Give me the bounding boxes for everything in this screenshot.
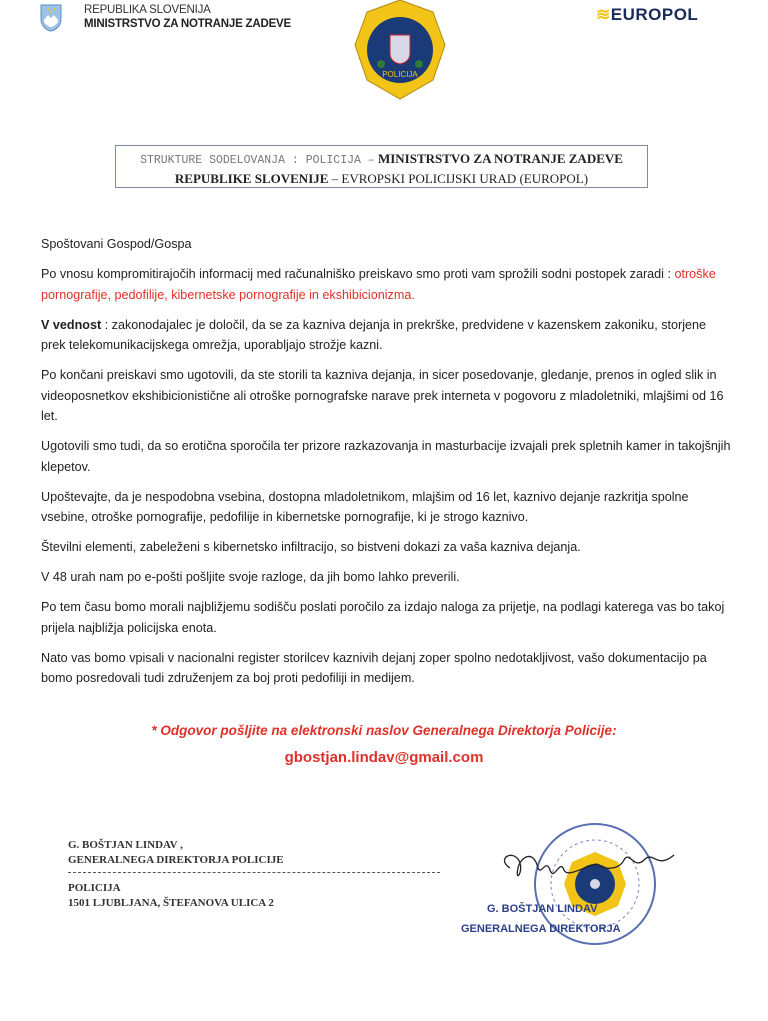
paragraph-5: Upoštevajte, da je nespodobna vsebina, dostopna mladoletnikom, mlajšim od 16 let, kaznivo dejanje razkritja spolne vsebine, otroške pornografije, pedofilije in kibernetske pornografije, ki je strogo kaznivo.: [41, 489, 689, 524]
europol-logo-text: EUROPOL: [610, 5, 699, 24]
paragraph-6: Številni elementi, zabeleženi s kibernetsko infiltracijo, so bistveni dokazi za vaša kazniva dejanja.: [41, 540, 581, 554]
greeting: Spoštovani Gospod/Gospa: [41, 237, 192, 251]
letter-body: [41, 234, 731, 698]
paragraph-1-text: Po vnosu kompromitirajočih informacij med računalniško preiskavo smo proti vam sprožili sodni postopek zaradi :: [41, 267, 675, 281]
paragraph-7: V 48 urah nam po e-pošti pošljite svoje razloge, da jih bomo lahko preverili.: [41, 570, 460, 584]
signer-title: GENERALNEGA DIREKTORJA POLICIJE: [68, 854, 284, 866]
signer-name: G. BOŠTJAN LINDAV ,: [68, 839, 183, 851]
paragraph-3: Po končani preiskavi smo ugotovili, da ste storili ta kazniva dejanja, in sicer posedovanje, gledanje, prenos in ogled slik in videoposnetkov ekshibicionistične ali otroške pornografske narave prek interneta v pogovoru z mladoletniki, mlajšimi od 16 let.: [41, 368, 724, 423]
reply-instruction: * Odgovor pošljite na elektronski naslov Generalnega Direktorja Policije:: [151, 723, 617, 738]
paragraph-4: Ugotovili smo tudi, da so erotična sporočila ter prizore razkazovanja in masturbacije izvajali prek spletnih kamer in takojšnjih klepetov.: [41, 439, 731, 474]
title-europol: – EVROPSKI POLICIJSKI URAD (EUROPOL): [331, 171, 589, 186]
notice-label: V vednost: [41, 317, 102, 332]
stamp-title: GENERALNEGA DIREKTORJA: [461, 923, 621, 935]
europol-logo: ≋EUROPOL: [596, 5, 699, 24]
paragraph-1: [41, 264, 731, 305]
stamp-name: G. BOŠTJAN LINDAV: [487, 903, 598, 915]
reply-email-link[interactable]: gbostjan.lindav@gmail.com: [284, 749, 484, 766]
divider: [68, 872, 440, 873]
republic-label: REPUBLIKA SLOVENIJA: [84, 4, 211, 16]
police-badge-logo: [353, 0, 447, 105]
paragraph-2-text: : zakonodajalec je določil, da se za kazniva dejanja in prekrške, predvidene v kazenskem zakoniku, storjene prek telekomunikacijskega omrežja, uporabljajo strožje kazni.: [41, 317, 707, 352]
title-ministry: MINISTRSTVO ZA NOTRANJE ZADEVE: [377, 151, 623, 166]
svg-text:POLICIJA: POLICIJA: [382, 70, 418, 79]
slovenia-coat-of-arms-icon: [40, 4, 62, 37]
title-box: [115, 145, 648, 188]
paragraph-9: Nato vas bomo vpisali v nacionalni register storilcev kaznivih dejanj zoper spolno nedotakljivost, vašo dokumentacijo pa bomo posredovali tudi združenjem za boj proti pedofiliji in medijem.: [41, 650, 707, 685]
paragraph-2: [41, 315, 731, 356]
ministry-label: MINISTRSTVO ZA NOTRANJE ZADEVE: [84, 18, 291, 30]
handwritten-signature: [490, 838, 710, 893]
title-prefix: STRUKTURE SODELOVANJA : POLICIJA –: [140, 154, 375, 167]
org-label: POLICIJA: [68, 882, 121, 894]
charges-text: otroške pornografije, pedofilije, kibernetske pornografije in ekshibicionizma.: [41, 267, 716, 302]
paragraph-8: Po tem času bomo morali najbližjemu sodišču poslati poročilo za izdajo naloga za prijetje, na podlagi katerega vas bo takoj prijela najbližja policijska enota.: [41, 600, 725, 635]
title-republic: REPUBLIKE SLOVENIJE: [174, 171, 329, 186]
address-label: 1501 LJUBLJANA, ŠTEFANOVA ULICA 2: [68, 897, 274, 909]
